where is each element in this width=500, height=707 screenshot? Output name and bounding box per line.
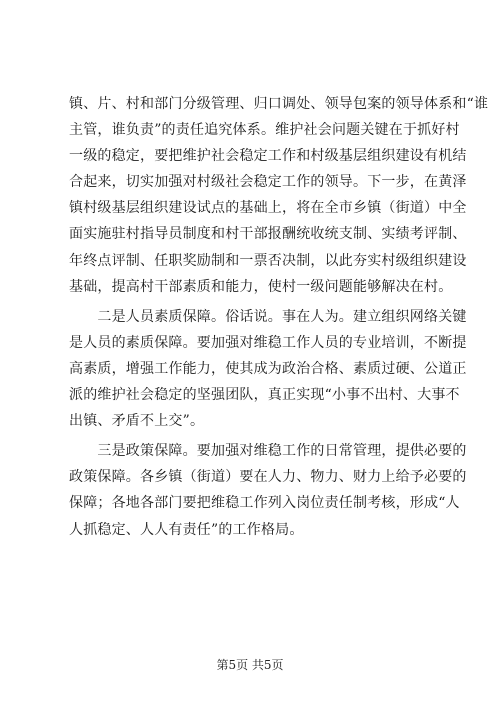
text-line: 出镇、矛盾不上交”。: [69, 413, 205, 430]
text-line: 一级的稳定，要把维护社会稳定工作和村级基层组织建设有机结: [69, 148, 467, 165]
text-line: 镇、片、村和部门分级管理、归口调处、领导包案的领导体系和“谁: [69, 96, 489, 112]
paragraph-2: [69, 304, 467, 434]
text-line: 保障；各地各部门要把维稳工作列入岗位责任制考核，形成“人: [69, 495, 460, 512]
text-line: 年终点评制、任职奖励制和一票否决制，以此夯实村级组织建设: [69, 252, 467, 269]
text-line: 高素质，增强工作能力，使其成为政治合格、素质过硬、公道正: [69, 360, 467, 377]
paragraph-3: [69, 438, 467, 542]
text-line: 二是人员素质保障。俗话说。事在人为。建立组织网络关键: [69, 308, 467, 325]
text-line: 面实施驻村指导员制度和村干部报酬统收统支制、实绩考评制、: [69, 226, 467, 243]
text-line: 三是政策保障。要加强对维稳工作的日常管理，提供必要的: [69, 443, 467, 460]
text-line: 基础，提高村干部素质和能力，使村一级问题能够解决在村。: [69, 278, 453, 295]
text-line: 主管，谁负责”的责任追究体系。维护社会问题关键在于抓好村: [69, 122, 460, 139]
text-line: 合起来，切实加强对村级社会稳定工作的领导。下一步，在黄泽: [69, 174, 467, 191]
text-line: 派的维护社会稳定的坚强团队，真正实现“小事不出村、大事不: [69, 387, 460, 404]
body-text: [69, 91, 489, 543]
text-line: 是人员的素质保障。要加强对维稳工作人员的专业培训，不断提: [69, 334, 467, 351]
text-line: 镇村级基层组织建设试点的基础上，将在全市乡镇（街道）中全: [69, 200, 467, 217]
page-number-footer: 第5页 共5页: [216, 658, 284, 672]
paragraph-1: [69, 91, 489, 300]
text-line: 政策保障。各乡镇（街道）要在人力、物力、财力上给予必要的: [69, 469, 467, 486]
text-line: 人抓稳定、人人有责任”的工作格局。: [69, 521, 304, 538]
